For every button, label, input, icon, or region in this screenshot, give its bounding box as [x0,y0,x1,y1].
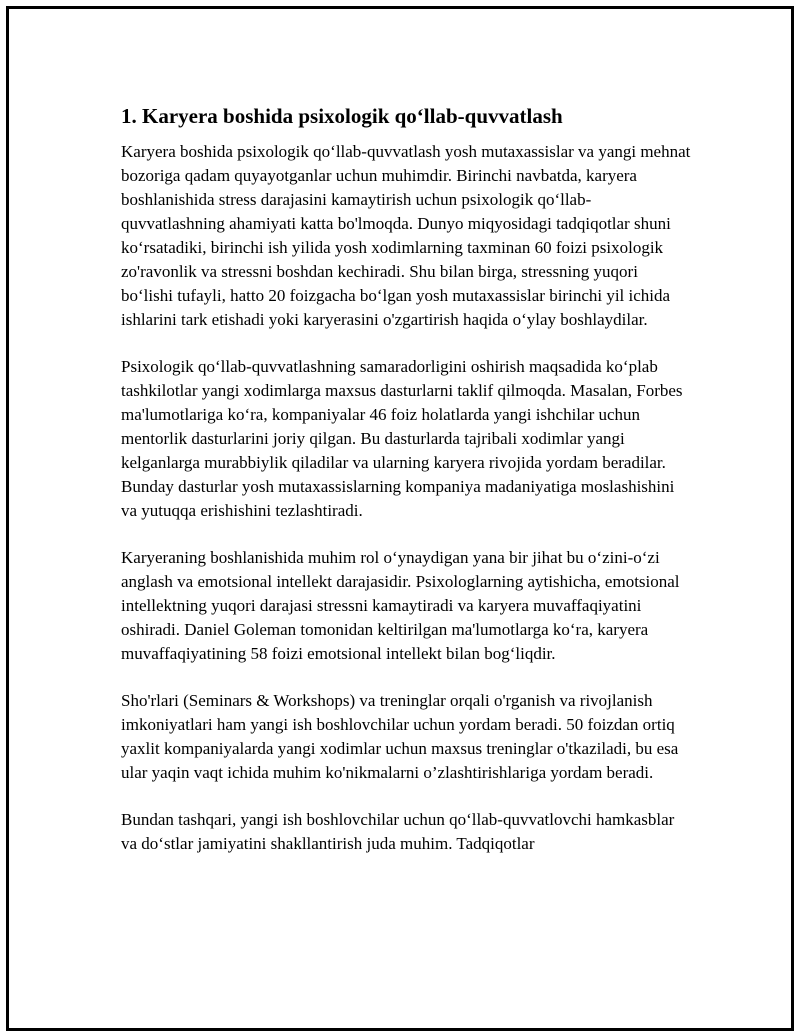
section-heading: 1. Karyera boshida psixologik qo‘llab-quvvatlash [121,104,563,128]
paragraph-3: Karyeraning boshlanishida muhim rol o‘ynaydigan yana bir jihat bu o‘zini-o‘zi anglash va emotsional intellekt darajasidir. Psixologlarning aytishicha, emotsional intellektning yuqori darajasi stressni kamaytiradi va karyera muvaffaqiyatini oshiradi. Daniel Goleman tomonidan keltirilgan ma'lumotlarga ko‘ra, karyera muvaffaqiyatining 58 foizi emotsional intellekt bilan bog‘liqdir. [121,548,680,663]
page-frame [6,6,794,1031]
paragraph-5: Bundan tashqari, yangi ish boshlovchilar uchun qo‘llab-quvvatlovchi hamkasblar va do‘stlar jamiyatini shakllantirish juda muhim. Tadqiqotlar [121,810,675,853]
paragraph-4: Sho'rlari (Seminars & Workshops) va treninglar orqali o'rganish va rivojlanish imkoniyatlari ham yangi ish boshlovchilar uchun yordam beradi. 50 foizdan ortiq yaxlit kompaniyalarda yangi xodimlar uchun maxsus treninglar o'tkaziladi, bu esa ular yaqin vaqt ichida muhim ko'nikmalarni o’zlashtirishlariga yordam beradi. [121,691,679,782]
paragraph-2: Psixologik qo‘llab-quvvatlashning samaradorligini oshirish maqsadida ko‘plab tashkilotlar yangi xodimlarga maxsus dasturlarni taklif qilmoqda. Masalan, Forbes ma'lumotlariga ko‘ra, kompaniyalar 46 foiz holatlarda yangi ishchilar uchun mentorlik dasturlarini joriy qilgan. Bu dasturlarda tajribali xodimlar yangi kelganlarga murabbiylik qiladilar va ularning karyera rivojida yordam beradilar. Bunday dasturlar yosh mutaxassislarning kompaniya madaniyatiga moslashishini va yutuqqa erishishini tezlashtiradi. [121,357,683,520]
document-body [121,102,693,856]
paragraph-1: Karyera boshida psixologik qo‘llab-quvvatlash yosh mutaxassislar va yangi mehnat bozoriga qadam quyayotganlar uchun muhimdir. Birinchi navbatda, karyera boshlanishida stress darajasini kamaytirish uchun psixologik qo‘llab-quvvatlashning ahamiyati katta bo'lmoqda. Dunyo miqyosidagi tadqiqotlar shuni ko‘rsatadiki, birinchi ish yilida yosh xodimlarning taxminan 60 foizi psixologik zo'ravonlik va stressni boshdan kechiradi. Shu bilan birga, stressning yuqori bo‘lishi tufayli, hatto 20 foizgacha bo‘lgan yosh mutaxassislar birinchi yil ichida ishlarini tark etishadi yoki karyerasini o'zgartirish haqida o‘ylay boshlaydilar. [121,142,691,329]
